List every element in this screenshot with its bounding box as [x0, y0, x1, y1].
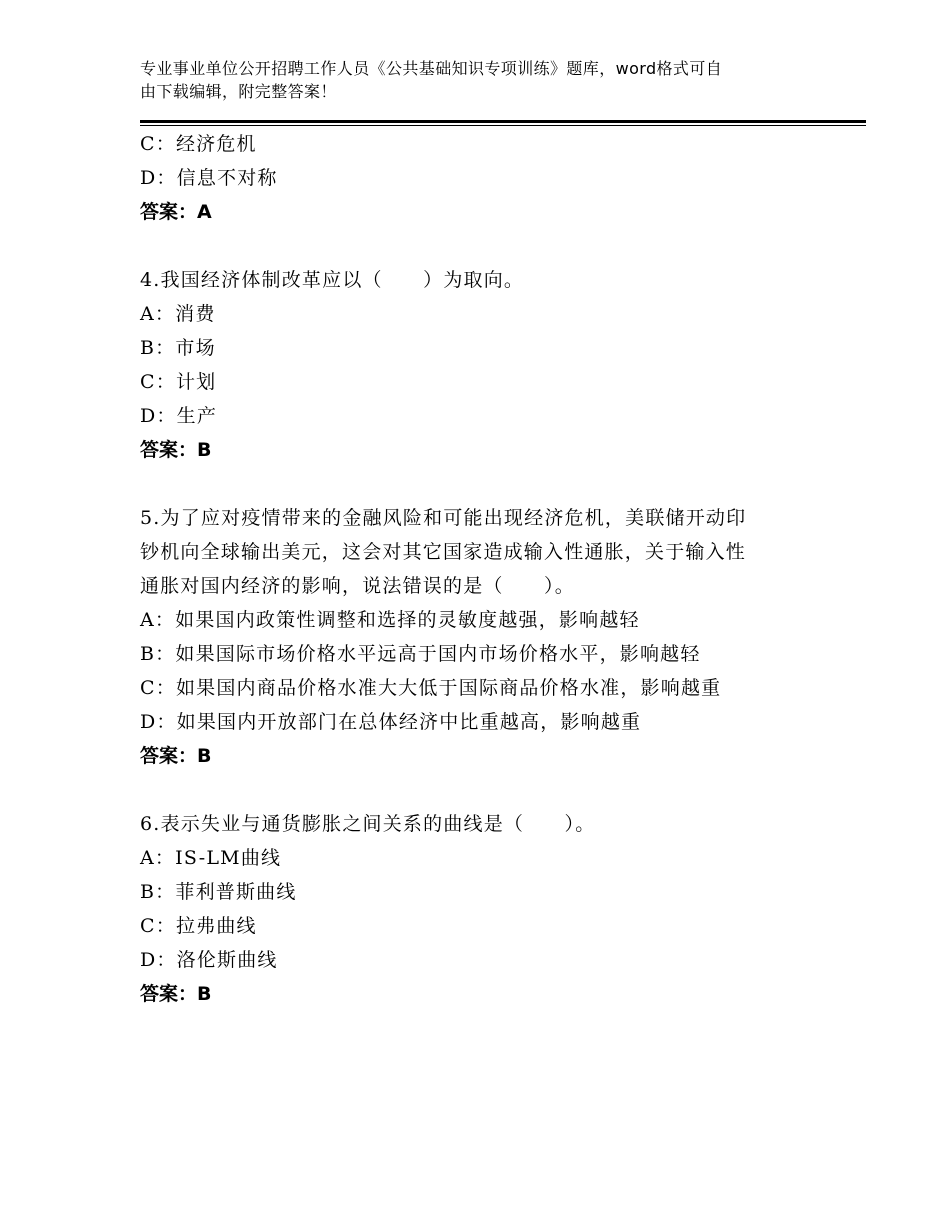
option-b: B：菲利普斯曲线	[140, 881, 297, 903]
question-list	[140, 127, 810, 1011]
question-stem: 4.我国经济体制改革应以（ ）为取向。	[140, 269, 525, 291]
option-a: A：消费	[140, 303, 216, 325]
option-b: B：市场	[140, 337, 216, 359]
option-d: D：生产	[140, 405, 218, 427]
question-4	[140, 263, 810, 467]
option-d: D：信息不对称	[140, 167, 278, 189]
header-rule-thin	[140, 125, 866, 126]
option-d: D：如果国内开放部门在总体经济中比重越高，影响越重	[140, 711, 642, 733]
header-title-line1: 专业事业单位公开招聘工作人员《公共基础知识专项训练》题库，word格式可自	[140, 59, 723, 78]
answer: 答案：B	[140, 983, 212, 1005]
header-rule-thick	[140, 120, 866, 123]
question-3-tail	[140, 127, 810, 229]
answer: 答案：B	[140, 439, 212, 461]
spacer	[140, 229, 810, 263]
answer: 答案：B	[140, 745, 212, 767]
spacer	[140, 773, 810, 807]
option-a: A：如果国内政策性调整和选择的灵敏度越强，影响越轻	[140, 609, 640, 631]
option-c: C：计划	[140, 371, 217, 393]
option-c: C：拉弗曲线	[140, 915, 257, 937]
question-stem-line2: 钞机向全球输出美元，这会对其它国家造成输入性通胀，关于输入性	[140, 541, 747, 563]
question-6	[140, 807, 810, 1011]
answer: 答案：A	[140, 201, 212, 223]
question-stem: 6.表示失业与通货膨胀之间关系的曲线是（ ）。	[140, 813, 596, 835]
option-a: A：IS-LM曲线	[140, 847, 282, 869]
option-b: B：如果国际市场价格水平远高于国内市场价格水平，影响越轻	[140, 643, 701, 665]
option-d: D：洛伦斯曲线	[140, 949, 278, 971]
header-title-line2: 由下载编辑，附完整答案！	[140, 82, 337, 101]
option-c: C：经济危机	[140, 133, 257, 155]
question-stem-line3: 通胀对国内经济的影响，说法错误的是（ ）。	[140, 575, 575, 597]
question-5	[140, 501, 810, 773]
spacer	[140, 467, 810, 501]
option-c: C：如果国内商品价格水准大大低于国际商品价格水准，影响越重	[140, 677, 722, 699]
question-stem-line1: 5.为了应对疫情带来的金融风险和可能出现经济危机，美联储开动印	[140, 507, 747, 529]
page-header	[140, 57, 810, 103]
